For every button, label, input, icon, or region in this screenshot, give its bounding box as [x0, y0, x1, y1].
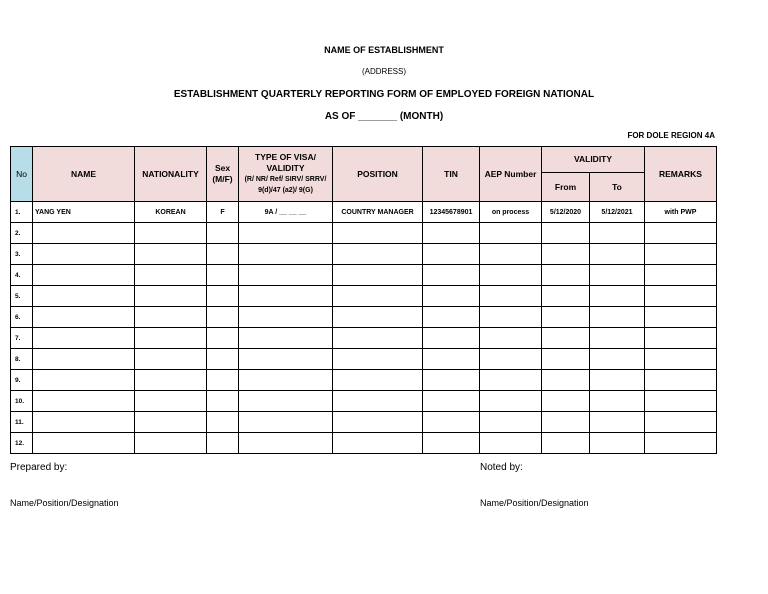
cell-name[interactable] — [33, 265, 135, 286]
cell-remarks[interactable] — [645, 349, 717, 370]
cell-remarks[interactable] — [645, 286, 717, 307]
cell-position[interactable] — [333, 265, 423, 286]
cell-nationality[interactable] — [135, 370, 207, 391]
cell-tin[interactable] — [423, 328, 480, 349]
cell-to[interactable] — [590, 433, 645, 454]
cell-from[interactable] — [542, 286, 590, 307]
cell-no[interactable]: 4. — [11, 265, 33, 286]
cell-remarks[interactable] — [645, 412, 717, 433]
cell-aep[interactable] — [480, 223, 542, 244]
cell-name[interactable] — [33, 307, 135, 328]
cell-position[interactable] — [333, 286, 423, 307]
header-sex — [207, 147, 239, 202]
establishment-name: NAME OF ESTABLISHMENT — [324, 45, 444, 55]
header-visa — [239, 147, 333, 202]
cell-position[interactable] — [333, 370, 423, 391]
cell-position[interactable] — [333, 328, 423, 349]
header-no: No — [11, 147, 33, 202]
table-row — [11, 286, 717, 307]
table-row — [11, 349, 717, 370]
cell-remarks[interactable] — [645, 370, 717, 391]
cell-nationality[interactable] — [135, 328, 207, 349]
cell-position[interactable] — [333, 412, 423, 433]
cell-aep[interactable] — [480, 412, 542, 433]
cell-no[interactable]: 5. — [11, 286, 33, 307]
cell-from[interactable] — [542, 433, 590, 454]
cell-no[interactable]: 8. — [11, 349, 33, 370]
header-to: To — [590, 173, 645, 202]
header-remarks: REMARKS — [645, 147, 717, 202]
cell-visa[interactable] — [239, 433, 333, 454]
cell-sex[interactable]: F — [207, 202, 239, 223]
cell-from[interactable] — [542, 244, 590, 265]
cell-nationality[interactable] — [135, 349, 207, 370]
cell-nationality[interactable] — [135, 412, 207, 433]
cell-no[interactable]: 6. — [11, 307, 33, 328]
header-visa-label: TYPE OF VISA/ VALIDITY — [255, 152, 316, 173]
cell-position[interactable] — [333, 433, 423, 454]
cell-tin[interactable] — [423, 286, 480, 307]
prepared-designation: Name/Position/Designation — [10, 498, 119, 508]
cell-aep[interactable]: on process — [480, 202, 542, 223]
cell-visa[interactable] — [239, 370, 333, 391]
cell-name[interactable]: YANG YEN — [33, 202, 135, 223]
table-row — [11, 244, 717, 265]
cell-visa[interactable] — [239, 349, 333, 370]
cell-tin[interactable] — [423, 307, 480, 328]
table-row — [11, 433, 717, 454]
cell-no[interactable]: 7. — [11, 328, 33, 349]
cell-sex[interactable] — [207, 307, 239, 328]
cell-name[interactable] — [33, 391, 135, 412]
cell-no[interactable]: 12. — [11, 433, 33, 454]
noted-by-label: Noted by: — [480, 462, 523, 473]
header-from: From — [542, 173, 590, 202]
table-row — [11, 223, 717, 244]
cell-from[interactable] — [542, 370, 590, 391]
cell-visa[interactable] — [239, 307, 333, 328]
header-tin: TIN — [423, 147, 480, 202]
cell-tin[interactable] — [423, 391, 480, 412]
table-row — [11, 265, 717, 286]
cell-position[interactable] — [333, 244, 423, 265]
table-row — [11, 307, 717, 328]
cell-sex[interactable] — [207, 433, 239, 454]
cell-to[interactable]: 5/12/2021 — [590, 202, 645, 223]
cell-from[interactable] — [542, 223, 590, 244]
cell-from[interactable] — [542, 391, 590, 412]
cell-nationality[interactable] — [135, 223, 207, 244]
cell-sex[interactable] — [207, 349, 239, 370]
cell-to[interactable] — [590, 286, 645, 307]
cell-aep[interactable] — [480, 307, 542, 328]
cell-to[interactable] — [590, 349, 645, 370]
cell-no[interactable]: 2. — [11, 223, 33, 244]
cell-tin[interactable] — [423, 433, 480, 454]
cell-position[interactable] — [333, 349, 423, 370]
cell-position[interactable] — [333, 223, 423, 244]
cell-sex[interactable] — [207, 286, 239, 307]
cell-tin[interactable] — [423, 412, 480, 433]
region-label: FOR DOLE REGION 4A — [627, 131, 715, 140]
cell-nationality[interactable] — [135, 307, 207, 328]
cell-visa[interactable] — [239, 286, 333, 307]
cell-from[interactable] — [542, 349, 590, 370]
cell-to[interactable] — [590, 265, 645, 286]
cell-name[interactable] — [33, 412, 135, 433]
cell-no[interactable]: 3. — [11, 244, 33, 265]
cell-name[interactable] — [33, 370, 135, 391]
cell-tin[interactable] — [423, 223, 480, 244]
table-row — [11, 391, 717, 412]
form-title: ESTABLISHMENT QUARTERLY REPORTING FORM OF EMPLOYED FOREIGN NATIONAL — [173, 89, 595, 100]
table-row — [11, 202, 717, 223]
cell-remarks[interactable] — [645, 391, 717, 412]
cell-sex[interactable] — [207, 412, 239, 433]
cell-visa[interactable]: 9A / __ __ __ — [239, 202, 333, 223]
cell-position[interactable] — [333, 307, 423, 328]
header-sex-sub: (M/F) — [212, 174, 233, 184]
cell-remarks[interactable] — [645, 265, 717, 286]
cell-tin[interactable] — [423, 349, 480, 370]
header-name: NAME — [33, 147, 135, 202]
header-visa-sub: (R/ NR/ Ref/ SIRV/ SRRV/ 9(d)/47 (a2)/ 9(G) — [244, 176, 327, 194]
cell-nationality[interactable]: KOREAN — [135, 202, 207, 223]
cell-aep[interactable] — [480, 370, 542, 391]
cell-visa[interactable] — [239, 265, 333, 286]
cell-sex[interactable] — [207, 370, 239, 391]
cell-nationality[interactable] — [135, 244, 207, 265]
cell-tin[interactable] — [423, 265, 480, 286]
cell-name[interactable] — [33, 223, 135, 244]
table-row — [11, 328, 717, 349]
cell-position[interactable] — [333, 391, 423, 412]
cell-no[interactable]: 11. — [11, 412, 33, 433]
cell-remarks[interactable] — [645, 328, 717, 349]
cell-visa[interactable] — [239, 244, 333, 265]
cell-nationality[interactable] — [135, 433, 207, 454]
cell-tin[interactable] — [423, 244, 480, 265]
cell-to[interactable] — [590, 307, 645, 328]
cell-visa[interactable] — [239, 223, 333, 244]
cell-name[interactable] — [33, 349, 135, 370]
cell-sex[interactable] — [207, 244, 239, 265]
table-row — [11, 370, 717, 391]
cell-to[interactable] — [590, 370, 645, 391]
table-row — [11, 412, 717, 433]
header-aep: AEP Number — [480, 147, 542, 202]
cell-remarks[interactable] — [645, 244, 717, 265]
cell-nationality[interactable] — [135, 391, 207, 412]
cell-sex[interactable] — [207, 328, 239, 349]
cell-remarks[interactable] — [645, 433, 717, 454]
establishment-address: (ADDRESS) — [361, 67, 406, 76]
cell-from[interactable] — [542, 307, 590, 328]
cell-aep[interactable] — [480, 244, 542, 265]
cell-remarks[interactable] — [645, 307, 717, 328]
cell-remarks[interactable]: with PWP — [645, 202, 717, 223]
cell-position[interactable]: COUNTRY MANAGER — [333, 202, 423, 223]
cell-aep[interactable] — [480, 349, 542, 370]
cell-visa[interactable] — [239, 391, 333, 412]
cell-from[interactable] — [542, 412, 590, 433]
cell-from[interactable] — [542, 265, 590, 286]
cell-no[interactable]: 10. — [11, 391, 33, 412]
cell-name[interactable] — [33, 433, 135, 454]
cell-visa[interactable] — [239, 412, 333, 433]
header-validity: VALIDITY — [542, 147, 645, 173]
cell-no[interactable]: 1. — [11, 202, 33, 223]
header-position: POSITION — [333, 147, 423, 202]
cell-to[interactable] — [590, 412, 645, 433]
cell-to[interactable] — [590, 223, 645, 244]
cell-sex[interactable] — [207, 391, 239, 412]
foreign-national-table — [10, 146, 717, 454]
cell-aep[interactable] — [480, 328, 542, 349]
cell-tin[interactable] — [423, 370, 480, 391]
cell-sex[interactable] — [207, 223, 239, 244]
cell-nationality[interactable] — [135, 286, 207, 307]
cell-nationality[interactable] — [135, 265, 207, 286]
cell-from[interactable] — [542, 328, 590, 349]
as-of-month: AS OF _______ (MONTH) — [324, 111, 444, 122]
header-sex-label: Sex — [214, 163, 231, 173]
header-nationality: NATIONALITY — [135, 147, 207, 202]
cell-no[interactable]: 9. — [11, 370, 33, 391]
cell-remarks[interactable] — [645, 223, 717, 244]
cell-aep[interactable] — [480, 391, 542, 412]
cell-visa[interactable] — [239, 328, 333, 349]
cell-from[interactable]: 5/12/2020 — [542, 202, 590, 223]
cell-aep[interactable] — [480, 265, 542, 286]
cell-aep[interactable] — [480, 433, 542, 454]
cell-sex[interactable] — [207, 265, 239, 286]
cell-to[interactable] — [590, 328, 645, 349]
cell-name[interactable] — [33, 286, 135, 307]
prepared-by-label: Prepared by: — [10, 462, 68, 473]
cell-tin[interactable]: 12345678901 — [423, 202, 480, 223]
cell-to[interactable] — [590, 391, 645, 412]
cell-name[interactable] — [33, 328, 135, 349]
cell-to[interactable] — [590, 244, 645, 265]
noted-designation: Name/Position/Designation — [480, 498, 589, 508]
cell-aep[interactable] — [480, 286, 542, 307]
cell-name[interactable] — [33, 244, 135, 265]
